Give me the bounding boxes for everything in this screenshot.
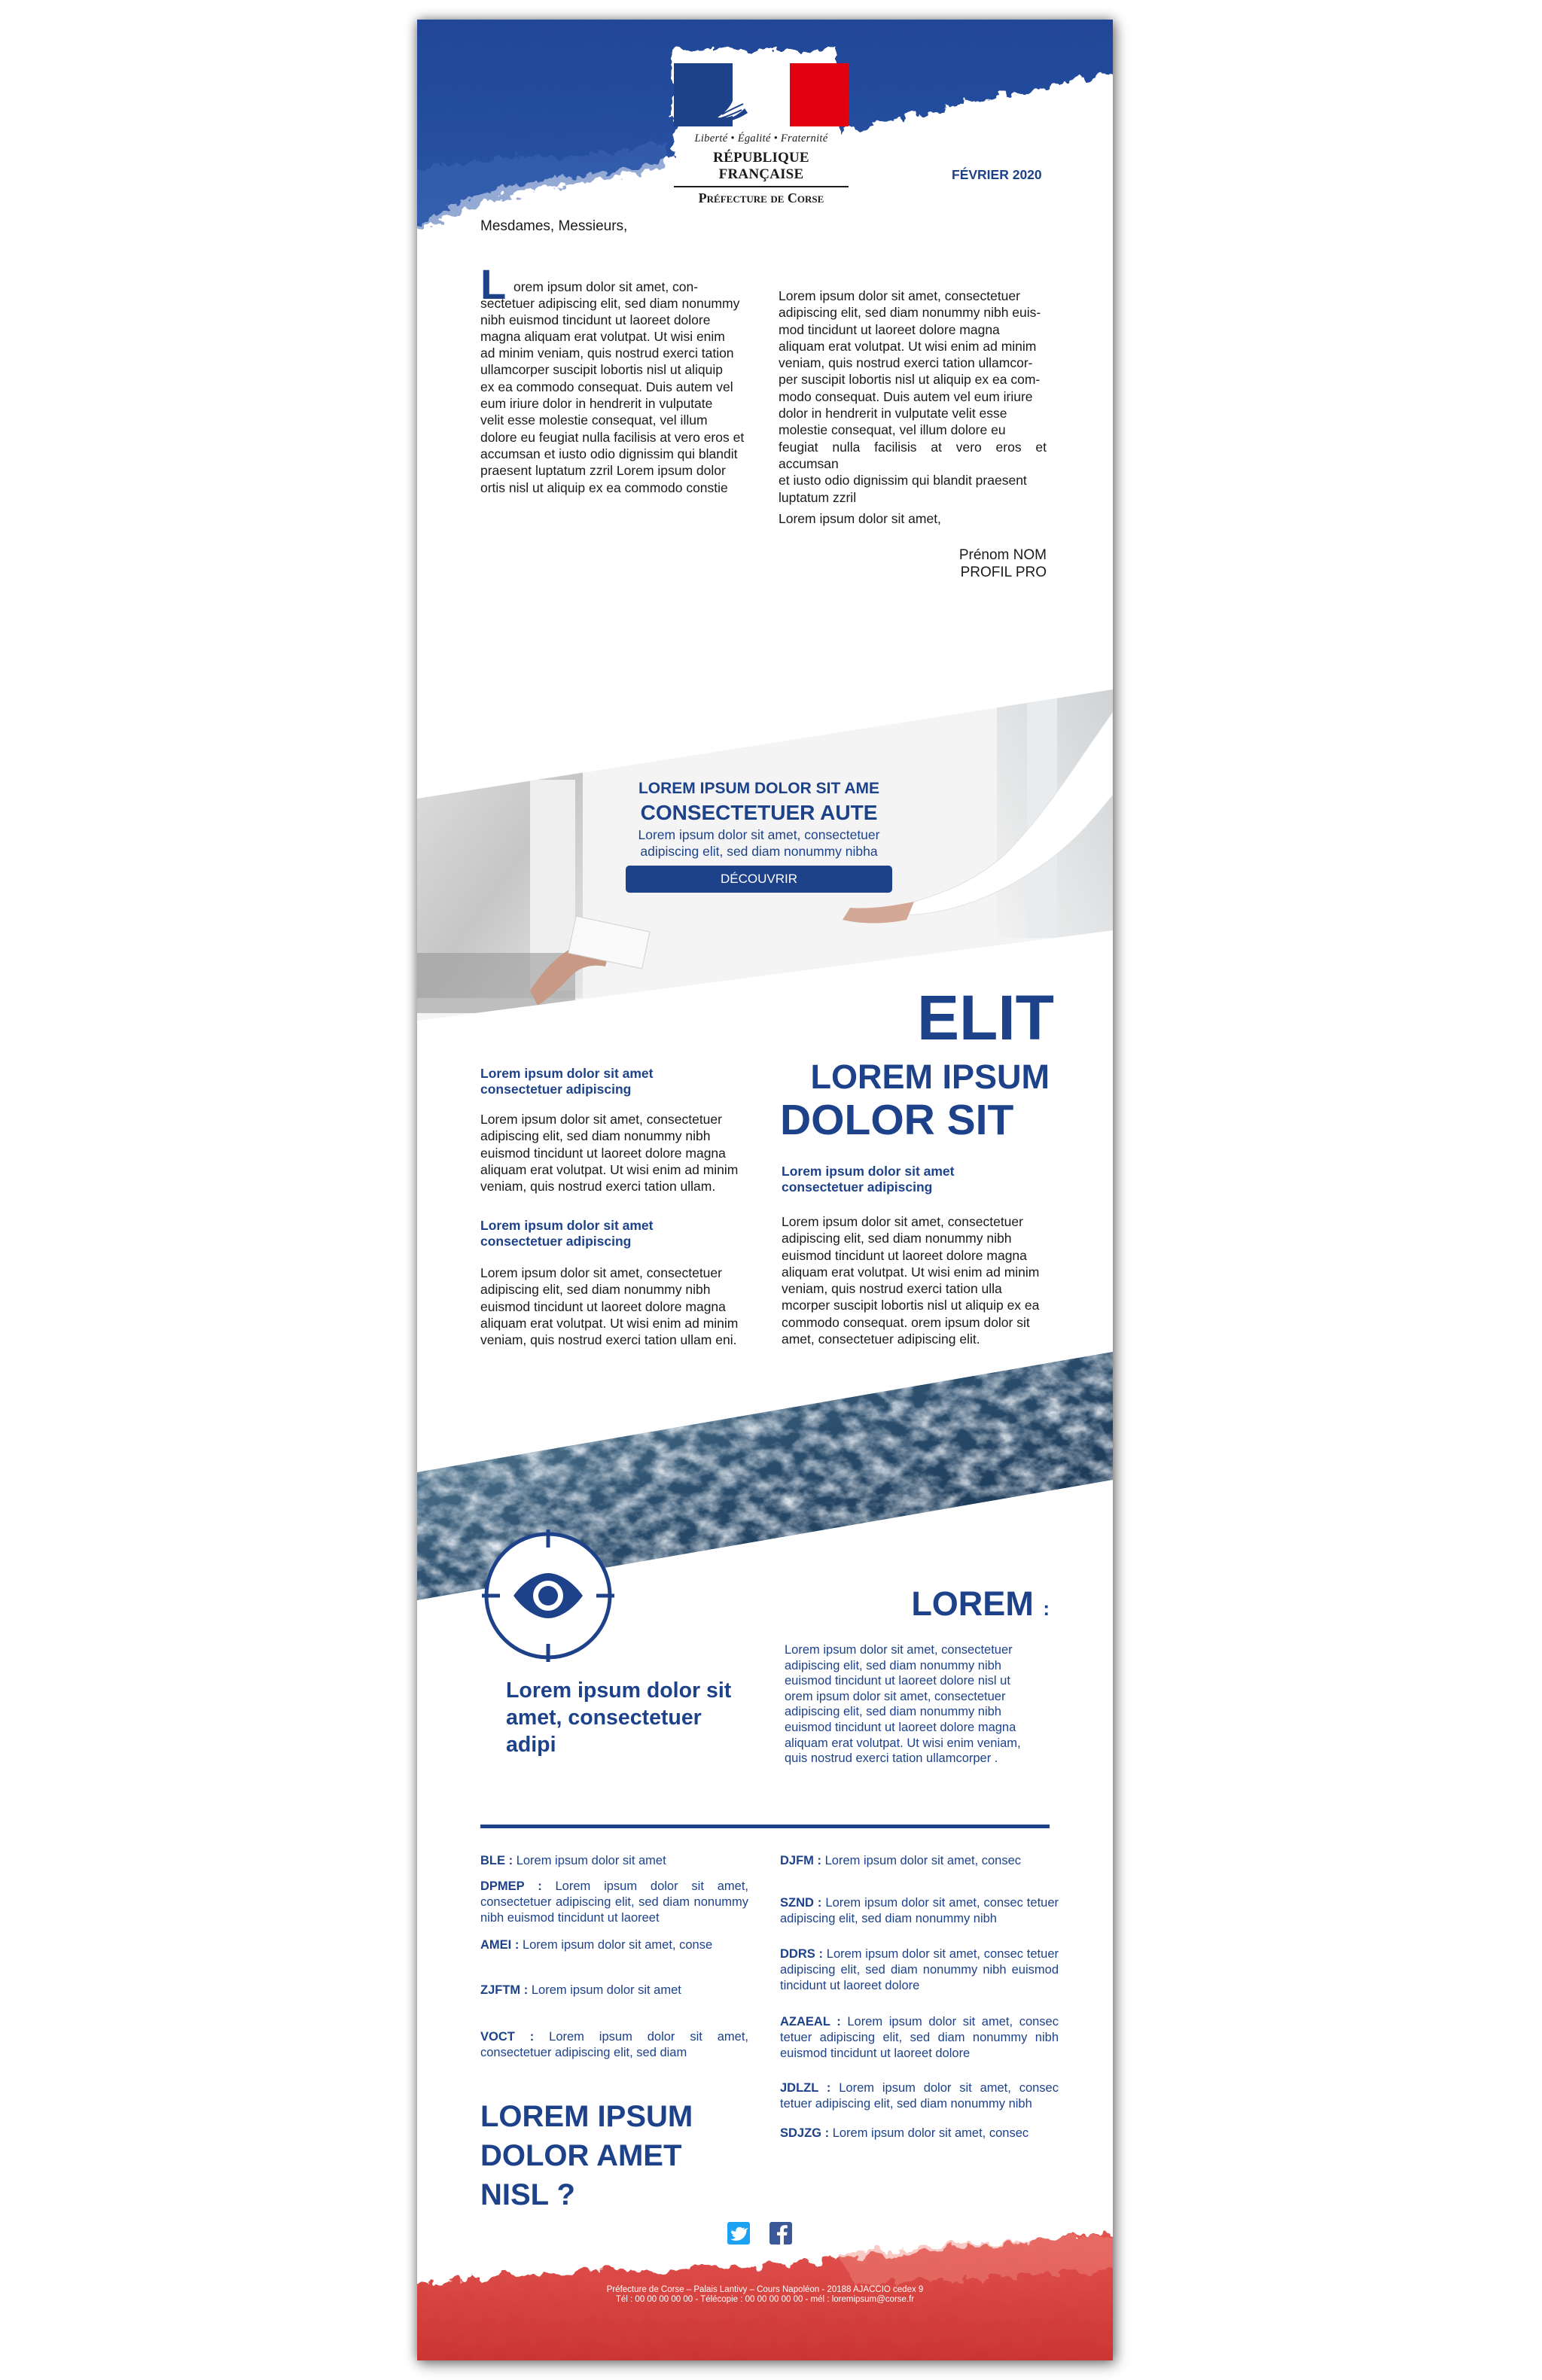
discover-button[interactable]: DÉCOUVRIR: [626, 866, 892, 893]
salutation: Mesdames, Messieurs,: [480, 218, 628, 234]
glossary-item-djfm: DJFM : Lorem ipsum dolor sit amet, consec: [780, 1854, 1022, 1867]
twitter-icon[interactable]: [727, 2222, 750, 2245]
issue-date: FÉVRIER 2020: [952, 167, 1042, 182]
footer-contact-line: Tél : 00 00 00 00 00 - Télécopie : 00 00 00 00 00 - mél : loremipsum@corse.fr: [615, 2295, 915, 2304]
promo-block: [619, 780, 899, 893]
right-paragraph: Lorem ipsum dolor sit amet, consectetuer adipiscing elit, sed diam nonummy nibh euismod tincidunt ut laoreet dolore magna aliquam erat volutpat. Ut wisi enim ad minim veniam, quis nostrud exerci tation ulla mcorper suscipit lobortis nisl ut aliquip ex ea commodo consequat. orem ipsum dolor sit amet, consectetuer adipiscing elit.: [782, 1214, 1040, 1347]
elit-heading-line3: DOLOR SIT: [780, 1096, 1014, 1144]
letter-column-left: [480, 260, 748, 496]
glossary-item-zjftm: ZJFTM : Lorem ipsum dolor sit amet: [480, 1983, 681, 1997]
letter-body-right: Lorem ipsum dolor sit amet, consectetuer adipiscing elit, sed diam nonummy nibh euis- mod tincidunt ut laoreet dolore magna aliquam erat volutpat. Ut wisi enim ad minim veniam, quis nostrud exerci tation ullamcor- per suscipit lobortis nisl ut aliquip ex ea com- modo consequat. Duis autem vel eum iriure dolor in hendrerit in vulputate velit esse molestie consequat, vel illum dolore eu feugiat nulla facilisis at vero eros et accumsan et iusto odio dignissim qui blandit praesent luptatum zzril: [779, 288, 1047, 505]
footer-address-line: Préfecture de Corse – Palais Lantivy – Cours Napoléon - 20188 AJACCIO cedex 9: [606, 2285, 924, 2294]
right-subheading: Lorem ipsum dolor sit amet consectetuer adipiscing: [782, 1164, 955, 1195]
newsletter-page: [417, 20, 1113, 2360]
glossary-left: [480, 1853, 748, 2074]
glossary-item-voct: VOCT : Lorem ipsum dolor sit amet, consectetuer adipiscing elit, sed diam: [480, 2030, 748, 2059]
letter-second-line: sectetuer adipiscing elit, sed diam nonummy: [480, 296, 740, 311]
glossary-right: [780, 1853, 1059, 2148]
republic-name: RÉPUBLIQUE FRANÇAISE: [713, 150, 809, 182]
signature: [869, 546, 1047, 581]
glossary-item-amei: AMEI : Lorem ipsum dolor sit amet, conse: [480, 1938, 713, 1952]
faq-question-heading: LOREM IPSUM DOLOR AMET NISL ?: [480, 2100, 693, 2211]
logo-divider: [674, 186, 849, 187]
republic-motto: Liberté • Égalité • Fraternité: [694, 132, 828, 145]
drop-cap: L: [480, 260, 507, 308]
signature-role: PROFIL PRO: [960, 565, 1047, 580]
eye-icon: [480, 1528, 616, 1663]
twitter-bird-icon: [727, 2222, 750, 2245]
glossary-item-ble: BLE : Lorem ipsum dolor sit amet: [480, 1854, 666, 1867]
footer-address: [492, 2285, 1038, 2305]
glossary-item-azaeal: AZAEAL : Lorem ipsum dolor sit amet, consec tetuer adipiscing elit, sed diam nonummy nibh euismod tincidunt ut laoreet dolore: [780, 2015, 1059, 2060]
elit-heading-line2: LOREM IPSUM: [810, 1058, 1050, 1096]
lorem-heading-text: LOREM: [911, 1584, 1034, 1623]
glossary-item-ddrs: DDRS : Lorem ipsum dolor sit amet, consec tetuer adipiscing elit, sed diam nonummy nibh euismod tincidunt ut laoreet dolore: [780, 1947, 1059, 1992]
republic-logo: [672, 63, 851, 214]
vision-caption: Lorem ipsum dolor sit amet, consectetuer adipi: [506, 1678, 732, 1757]
promo-subtitle: CONSECTETUER AUTE: [640, 801, 878, 824]
letter-first-line: orem ipsum dolor sit amet, con-: [513, 279, 699, 294]
letter-closing: Lorem ipsum dolor sit amet,: [779, 511, 941, 526]
left-paragraph-2: Lorem ipsum dolor sit amet, consectetuer adipiscing elit, sed diam nonummy nibh euismod tincidunt ut laoreet dolore magna aliquam erat volutpat. Ut wisi enim ad minim veniam, quis nostrud exerci tation ullam eni.: [480, 1265, 739, 1348]
left-subheading-2: Lorem ipsum dolor sit amet consectetuer adipiscing: [480, 1218, 654, 1249]
glossary-item-sznd: SZND : Lorem ipsum dolor sit amet, consec tetuer adipiscing elit, sed diam nonummy nibh: [780, 1896, 1059, 1925]
vision-paragraph: Lorem ipsum dolor sit amet, consectetuer adipiscing elit, sed diam nonummy nibh euismod tincidunt ut laoreet dolore nisl ut orem ipsum dolor sit amet, consectetuer adipiscing elit, sed diam nonummy nibh euismod tincidunt ut laoreet dolore magna aliquam erat volutpat. Ut wisi enim veniam, quis nostrud exerci tation ullamcorper .: [785, 1643, 1021, 1766]
prefecture-name: Préfecture de Corse: [698, 190, 824, 205]
left-subheading-1: Lorem ipsum dolor sit amet consectetuer adipiscing: [480, 1066, 654, 1097]
glossary-item-sdjzg: SDJZG : Lorem ipsum dolor sit amet, consec: [780, 2126, 1029, 2140]
marianne-profile-icon: [712, 69, 794, 123]
signature-name: Prénom NOM: [958, 547, 1047, 563]
promo-text: Lorem ipsum dolor sit amet, consectetuer adipiscing elit, sed diam nonummy nibha: [638, 827, 880, 859]
lorem-heading: [899, 1585, 1050, 1627]
promo-title: LOREM IPSUM DOLOR SIT AME: [638, 780, 880, 797]
left-paragraph-1: Lorem ipsum dolor sit amet, consectetuer adipiscing elit, sed diam nonummy nibh euismod tincidunt ut laoreet dolore magna aliquam erat volutpat. Ut wisi enim ad minim veniam, quis nostrud exerci tation ullam.: [480, 1112, 739, 1195]
facebook-icon[interactable]: [769, 2222, 792, 2245]
glossary-item-dpmep: DPMEP : Lorem ipsum dolor sit amet, consectetuer adipiscing elit, sed diam nonummy nibh euismod tincidunt ut laoreet: [480, 1879, 748, 1925]
lorem-heading-colon: :: [1043, 1597, 1050, 1620]
red-brush-footer: [417, 2202, 1113, 2360]
section-divider: [480, 1825, 1050, 1828]
glossary-item-jdlzl: JDLZL : Lorem ipsum dolor sit amet, consec tetuer adipiscing elit, sed diam nonummy nibh: [780, 2081, 1059, 2111]
letter-body-left: nibh euismod tincidunt ut laoreet dolore magna aliquam erat volutpat. Ut wisi enim ad minim veniam, quis nostrud exerci tation ullamcorper suscipit lobortis nisl ut aliquip ex ea commodo consequat. Duis autem vel eum iriure dolor in hendrerit in vulputate velit esse molestie consequat, vel illum dolore eu feugiat nulla facilisis at vero eros et accumsan et iusto odio dignissim qui blandit praesent luptatum zzril Lorem ipsum dolor ortis nisl ut aliquip ex ea commodo constie: [480, 312, 745, 495]
elit-heading: ELIT: [917, 982, 1054, 1053]
facebook-f-icon: [769, 2222, 792, 2245]
marianne-flag-logo: [674, 63, 849, 126]
